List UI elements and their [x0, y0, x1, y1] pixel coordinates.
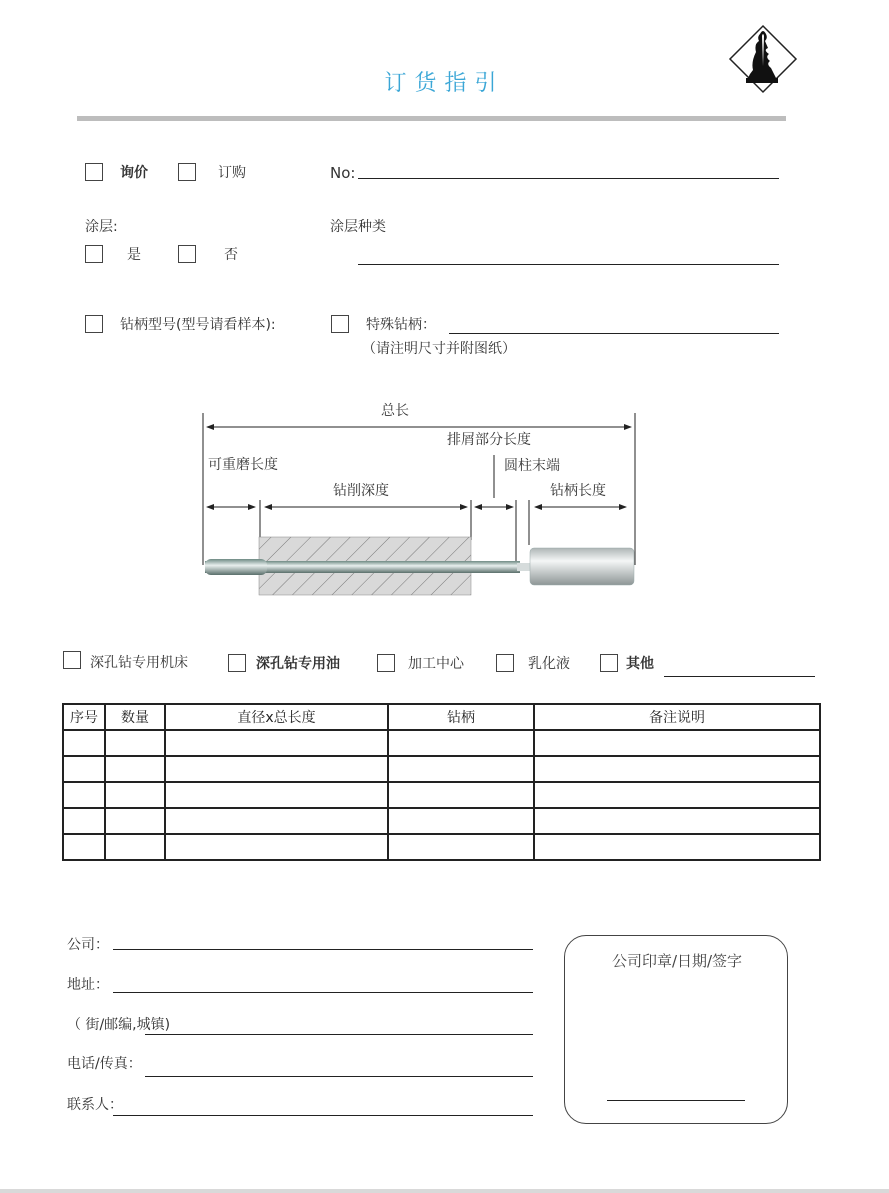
- cell-seq[interactable]: [63, 756, 105, 782]
- chip-length-label: 排屑部分长度: [447, 432, 531, 448]
- cell-shank[interactable]: [388, 756, 534, 782]
- col-header-shank: 钻柄: [388, 704, 534, 730]
- deep-hole-oil-checkbox[interactable]: [228, 654, 246, 672]
- order-checkbox[interactable]: [178, 163, 196, 181]
- coating-type-label: 涂层种类: [330, 219, 386, 235]
- cell-remarks[interactable]: [534, 730, 820, 756]
- col-header-seq: 序号: [63, 704, 105, 730]
- standard-shank-checkbox[interactable]: [85, 315, 103, 333]
- col-header-remarks: 备注说明: [534, 704, 820, 730]
- order-table: [62, 703, 821, 861]
- other-label: 其他: [626, 656, 654, 672]
- cylinder-end-label: 圆柱末端: [504, 458, 560, 474]
- col-header-qty: 数量: [105, 704, 165, 730]
- page-bottom-border: [0, 1189, 889, 1193]
- cell-remarks[interactable]: [534, 808, 820, 834]
- cell-remarks[interactable]: [534, 782, 820, 808]
- coating-no-checkbox[interactable]: [178, 245, 196, 263]
- table-row: [63, 730, 820, 756]
- coating-label: 涂层:: [85, 219, 118, 235]
- header-divider: [77, 116, 786, 121]
- company-input[interactable]: [113, 949, 533, 950]
- cell-shank[interactable]: [388, 834, 534, 860]
- cell-dimensions[interactable]: [165, 756, 388, 782]
- cell-qty[interactable]: [105, 782, 165, 808]
- phone-label: 电话/传真：: [67, 1056, 142, 1072]
- table-row: [63, 808, 820, 834]
- cell-remarks[interactable]: [534, 834, 820, 860]
- coating-yes-checkbox[interactable]: [85, 245, 103, 263]
- cell-seq[interactable]: [63, 782, 105, 808]
- address-label: 地址：: [67, 977, 109, 993]
- special-shank-note: （请注明尺寸并附图纸）: [362, 341, 516, 357]
- contact-person-label: 联系人：: [67, 1097, 123, 1113]
- signature-line[interactable]: [607, 1100, 745, 1101]
- inquiry-checkbox[interactable]: [85, 163, 103, 181]
- special-shank-checkbox[interactable]: [331, 315, 349, 333]
- deep-hole-machine-label: 深孔钻专用机床: [90, 655, 188, 671]
- inquiry-label: 询价: [120, 165, 148, 181]
- address-note-label: （ 街/邮编,城镇): [67, 1017, 171, 1033]
- cell-shank[interactable]: [388, 808, 534, 834]
- drill-diagram: [195, 395, 645, 605]
- stamp-box: [564, 935, 788, 1124]
- coating-type-input[interactable]: [358, 264, 779, 265]
- deep-hole-machine-checkbox[interactable]: [63, 651, 81, 669]
- deep-hole-oil-label: 深孔钻专用油: [256, 656, 340, 672]
- emulsion-checkbox[interactable]: [496, 654, 514, 672]
- cell-dimensions[interactable]: [165, 782, 388, 808]
- number-label: No:: [330, 164, 356, 182]
- cell-seq[interactable]: [63, 808, 105, 834]
- special-shank-label: 特殊钻柄：: [366, 317, 436, 333]
- cell-seq[interactable]: [63, 730, 105, 756]
- coating-yes-label: 是: [127, 247, 141, 263]
- standard-shank-label: 钻柄型号(型号请看样本):: [120, 317, 276, 333]
- shank-length-label: 钻柄长度: [550, 483, 606, 499]
- cell-dimensions[interactable]: [165, 730, 388, 756]
- machining-center-checkbox[interactable]: [377, 654, 395, 672]
- cell-qty[interactable]: [105, 834, 165, 860]
- total-length-label: 总长: [381, 403, 409, 419]
- table-header-row: [63, 704, 820, 730]
- cell-qty[interactable]: [105, 756, 165, 782]
- other-input[interactable]: [664, 676, 815, 677]
- address-input[interactable]: [113, 992, 533, 993]
- company-logo-icon: [726, 22, 800, 96]
- cell-shank[interactable]: [388, 730, 534, 756]
- coating-no-label: 否: [224, 247, 238, 263]
- cell-dimensions[interactable]: [165, 808, 388, 834]
- order-label: 订购: [218, 165, 246, 181]
- number-input[interactable]: [358, 178, 779, 179]
- other-checkbox[interactable]: [600, 654, 618, 672]
- phone-input[interactable]: [145, 1076, 533, 1077]
- address-note-input[interactable]: [145, 1034, 533, 1035]
- regrind-length-label: 可重磨长度: [208, 457, 278, 473]
- cell-dimensions[interactable]: [165, 834, 388, 860]
- machining-center-label: 加工中心: [408, 656, 464, 672]
- cell-qty[interactable]: [105, 730, 165, 756]
- emulsion-label: 乳化液: [528, 656, 570, 672]
- special-shank-input[interactable]: [449, 333, 779, 334]
- table-row: [63, 834, 820, 860]
- page-title: 订货指引: [384, 71, 505, 96]
- table-row: [63, 782, 820, 808]
- cell-seq[interactable]: [63, 834, 105, 860]
- table-row: [63, 756, 820, 782]
- stamp-title: 公司印章/日期/签字: [611, 952, 743, 970]
- company-label: 公司：: [67, 937, 109, 953]
- cell-shank[interactable]: [388, 782, 534, 808]
- drill-depth-label: 钻削深度: [333, 483, 389, 499]
- cell-qty[interactable]: [105, 808, 165, 834]
- contact-person-input[interactable]: [113, 1115, 533, 1116]
- cell-remarks[interactable]: [534, 756, 820, 782]
- col-header-dimensions: 直径x总长度: [165, 704, 388, 730]
